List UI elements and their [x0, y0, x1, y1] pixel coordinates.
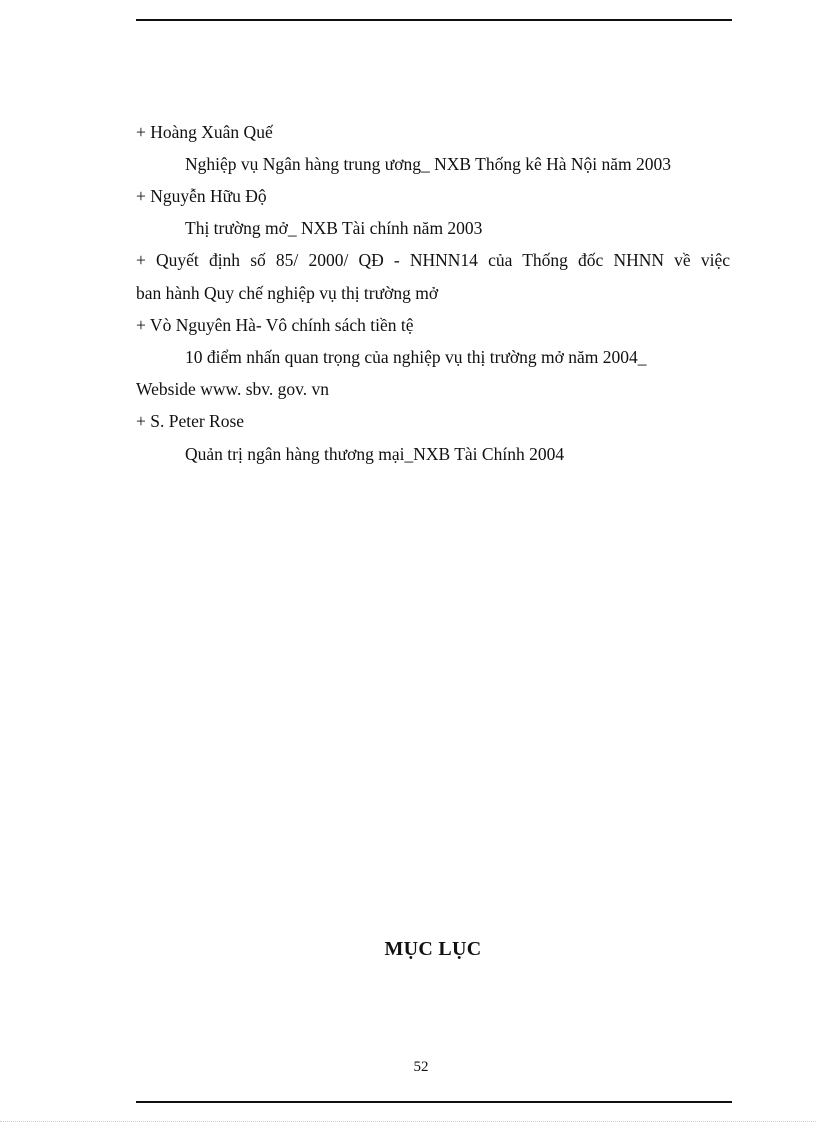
- reference-line: Nghiệp vụ Ngân hàng trung ương_ NXB Thống kê Hà Nội năm 2003: [185, 154, 671, 174]
- page-edge-divider: [0, 1121, 816, 1122]
- table-of-contents-heading: MỤC LỤC: [384, 938, 482, 960]
- reference-line: Quản trị ngân hàng thương mại_NXB Tài Chính 2004: [185, 444, 565, 464]
- header-rule: [136, 19, 732, 21]
- reference-line: + Nguyễn Hữu Độ: [136, 186, 267, 206]
- reference-line: + Hoàng Xuân Quế: [136, 122, 273, 142]
- page-number: 52: [413, 1059, 429, 1075]
- reference-line: 10 điểm nhấn quan trọng của nghiệp vụ thị trường mở năm 2004_: [185, 347, 647, 367]
- reference-line: + Vò Nguyên Hà- Vô chính sách tiền tệ: [136, 315, 414, 335]
- reference-line: Thị trường mở_ NXB Tài chính năm 2003: [185, 218, 483, 238]
- reference-line: ban hành Quy chế nghiệp vụ thị trường mở: [136, 283, 439, 303]
- reference-line: + Quyết định số 85/ 2000/ QĐ - NHNN14 của Thống đốc NHNN về việc: [136, 250, 730, 270]
- reference-line: Webside www. sbv. gov. vn: [136, 379, 330, 399]
- reference-line: + S. Peter Rose: [136, 411, 245, 431]
- footer-rule: [136, 1101, 732, 1103]
